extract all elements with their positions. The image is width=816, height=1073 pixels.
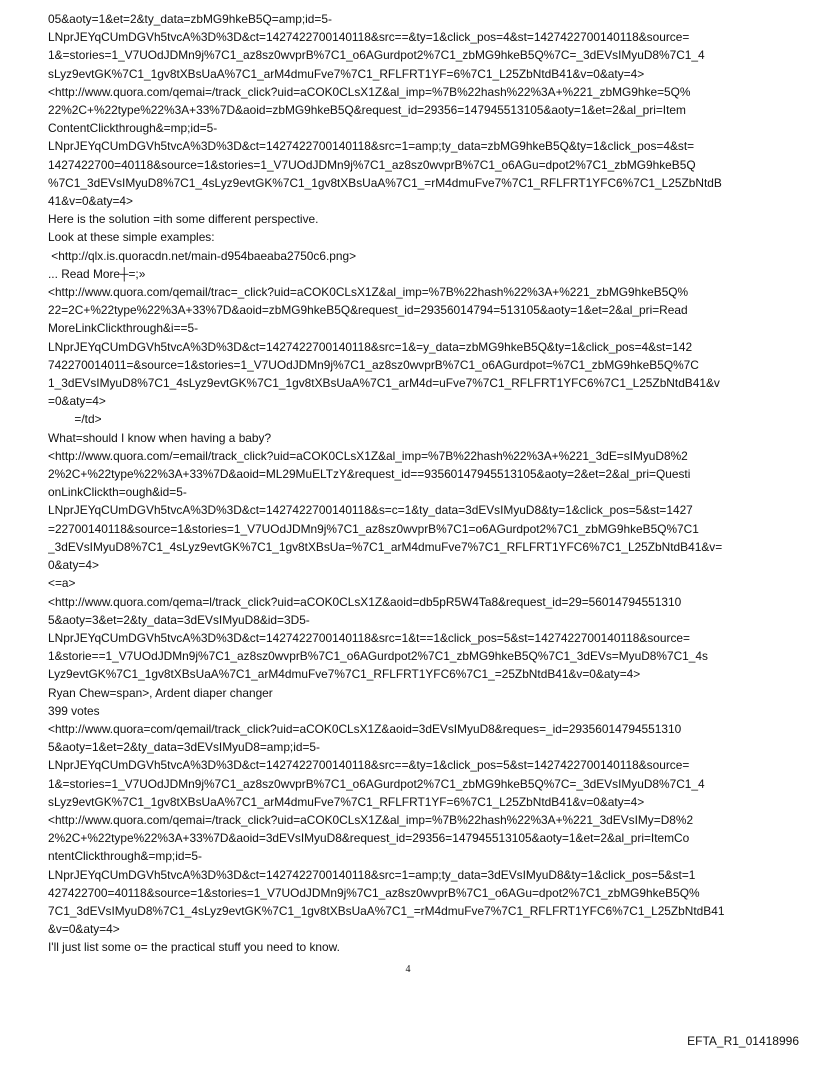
text-line: =/td>	[48, 412, 102, 427]
document-body	[48, 10, 776, 957]
text-line: 1&=stories=1_V7UOdJDMn9j%7C1_az8sz0wvprB%7C1_o6AGurdpot2%7C1_zbMG9hkeB5Q%7C=_3dEVsIMyuD8%7C1_4	[48, 776, 705, 791]
text-line: 742270014011=&source=1&stories=1_V7UOdJDMn9j%7C1_az8sz0wvprB%7C1_o6AGurdpot=%7C1_zbMG9hkeB5Q%7C	[48, 357, 699, 372]
text-line: 1427422700=40118&source=1&stories=1_V7UOdJDMn9j%7C1_az8sz0wvprB%7C1_o6AGu=dpot2%7C1_zbMG9hkeB5Q	[48, 157, 696, 172]
text-line: LNprJEYqCUmDGVh5tvcA%3D%3D&ct=1427422700140118&src==&ty=1&click_pos=5&st=1427422700140118&source=	[48, 758, 690, 773]
text-line: ContentClickthrough&=mp;id=5-	[48, 121, 218, 136]
text-line: <http://www.quora.com/qemai=/track_click?uid=aCOK0CLsX1Z&al_imp=%7B%22hash%22%3A+%221_3dEVsIMy=D8%2	[48, 812, 694, 827]
text-line: <http://www.quora.com/qemail/trac=_click?uid=aCOK0CLsX1Z&al_imp=%7B%22hash%22%3A+%221_zbMG9hkeB5Q%	[48, 285, 689, 300]
text-line: _3dEVsIMyuD8%7C1_4sLyz9evtGK%7C1_1gv8tXBsUa=%7C1_arM4dmuFve7%7C1_RFLFRT1YFC6%7C1_L25ZbNtdB41&v=	[48, 539, 723, 554]
text-line: %7C1_3dEVsIMyuD8%7C1_4sLyz9evtGK%7C1_1gv8tXBsUaA%7C1_=rM4dmuFve7%7C1_RFLFRT1YFC6%7C1_L25ZbNtdB	[48, 175, 722, 190]
text-line: 1_3dEVsIMyuD8%7C1_4sLyz9evtGK%7C1_1gv8tXBsUaA%7C1_arM4d=uFve7%7C1_RFLFRT1YFC6%7C1_L25ZbNtdB41&v	[48, 376, 720, 391]
text-line: ntentClickthrough&=mp;id=5-	[48, 849, 203, 864]
text-line: Here is the solution =ith some different perspective.	[48, 212, 319, 227]
document-id: EFTA_R1_01418996	[687, 1034, 799, 1048]
text-line: LNprJEYqCUmDGVh5tvcA%3D%3D&ct=1427422700140118&s=c=1&ty_data=3dEVsIMyuD8&ty=1&click_pos=5&st=1427	[48, 503, 693, 518]
text-line: LNprJEYqCUmDGVh5tvcA%3D%3D&ct=1427422700140118&src=1=amp;ty_data=zbMG9hkeB5Q&ty=1&click_pos=4&st=	[48, 139, 695, 154]
text-line: 5&aoty=1&et=2&ty_data=3dEVsIMyuD8=amp;id=5-	[48, 740, 321, 755]
text-line: <http://www.quora.com/qema=l/track_click?uid=aCOK0CLsX1Z&aoid=db5pR5W4Ta8&request_id=29=56014794551310	[48, 594, 682, 609]
text-line: LNprJEYqCUmDGVh5tvcA%3D%3D&ct=1427422700140118&src=1&=y_data=zbMG9hkeB5Q&ty=1&click_pos=4&st=142	[48, 339, 693, 354]
text-line: 22%2C+%22type%22%3A+33%7D&aoid=zbMG9hkeB5Q&request_id=29356=147945513105&aoty=1&et=2&al_pri=Item	[48, 103, 686, 118]
text-line: &v=0&aty=4>	[48, 922, 120, 937]
text-line: 2%2C+%22type%22%3A+33%7D&aoid=3dEVsIMyuD8&request_id=29356=147945513105&aoty=1&et=2&al_pri=ItemCo	[48, 831, 690, 846]
text-line: LNprJEYqCUmDGVh5tvcA%3D%3D&ct=1427422700140118&src==&ty=1&click_pos=4&st=1427422700140118&source=	[48, 30, 690, 45]
text-line: 22=2C+%22type%22%3A+33%7D&aoid=zbMG9hkeB5Q&request_id=29356014794=513105&aoty=1&et=2&al_pri=Read	[48, 303, 688, 318]
text-line: Lyz9evtGK%7C1_1gv8tXBsUaA%7C1_arM4dmuFve7%7C1_RFLFRT1YFC6%7C1_=25ZbNtdB41&v=0&aty=4>	[48, 667, 641, 682]
text-line: LNprJEYqCUmDGVh5tvcA%3D%3D&ct=1427422700140118&src=1=amp;ty_data=3dEVsIMyuD8&ty=1&click_pos=5&st=1	[48, 867, 696, 882]
text-line: Look at these simple examples:	[48, 230, 215, 245]
text-line: 2%2C+%22type%22%3A+33%7D&aoid=ML29MuELTzY&request_id==93560147945513105&aoty=2&et=2&al_pri=Questi	[48, 467, 691, 482]
text-line: 399 votes	[48, 703, 100, 718]
text-line: Ryan Chew=span>, Ardent diaper changer	[48, 685, 273, 700]
text-line: 7C1_3dEVsIMyuD8%7C1_4sLyz9evtGK%7C1_1gv8tXBsUaA%7C1_=rM4dmuFve7%7C1_RFLFRT1YFC6%7C1_L25ZbNtdB41	[48, 903, 725, 918]
text-line: <http://qlx.is.quoracdn.net/main-d954baeaba2750c6.png>	[48, 248, 357, 263]
text-line: 1&storie==1_V7UOdJDMn9j%7C1_az8sz0wvprB%7C1_o6AGurdpot2%7C1_zbMG9hkeB5Q%7C1_3dEVs=MyuD8%7C1_4s	[48, 649, 708, 664]
text-line: <http://www.quora=com/qemail/track_click?uid=aCOK0CLsX1Z&aoid=3dEVsIMyuD8&reques=_id=29356014794551310	[48, 721, 682, 736]
text-line: What=should I know when having a baby?	[48, 430, 272, 445]
text-line: <http://www.quora.com/qemai=/track_click?uid=aCOK0CLsX1Z&al_imp=%7B%22hash%22%3A+%221_zbMG9hke=5Q%	[48, 84, 691, 99]
text-line: <=a>	[48, 576, 76, 591]
text-line: =22700140118&source=1&stories=1_V7UOdJDMn9j%7C1_az8sz0wvprB%7C1=o6AGurdpot2%7C1_zbMG9hkeB5Q%7C1	[48, 521, 699, 536]
text-line: I'll just list some o= the practical stuff you need to know.	[48, 940, 340, 955]
text-line: ... Read More┼=;»	[48, 266, 146, 281]
text-line: 41&v=0&aty=4>	[48, 194, 133, 209]
text-line: =0&aty=4>	[48, 394, 106, 409]
text-line: 5&aoty=3&et=2&ty_data=3dEVsIMyuD8&id=3D5-	[48, 612, 310, 627]
text-line: 1&=stories=1_V7UOdJDMn9j%7C1_az8sz0wvprB%7C1_o6AGurdpot2%7C1_zbMG9hkeB5Q%7C=_3dEVsIMyuD8%7C1_4	[48, 48, 705, 63]
text-line: MoreLinkClickthrough&i==5-	[48, 321, 199, 336]
text-line: sLyz9evtGK%7C1_1gv8tXBsUaA%7C1_arM4dmuFve7%7C1_RFLFRT1YF=6%7C1_L25ZbNtdB41&v=0&aty=4>	[48, 794, 645, 809]
text-line: 0&aty=4>	[48, 558, 99, 573]
text-line: 427422700=40118&source=1&stories=1_V7UOdJDMn9j%7C1_az8sz0wvprB%7C1_o6AGu=dpot2%7C1_zbMG9hkeB5Q%	[48, 885, 700, 900]
text-line: 05&aoty=1&et=2&ty_data=zbMG9hkeB5Q=amp;id=5-	[48, 12, 332, 26]
page-number: 4	[405, 964, 411, 975]
text-line: <http://www.quora.com/=email/track_click?uid=aCOK0CLsX1Z&al_imp=%7B%22hash%22%3A+%221_3dE=sIMyuD8%2	[48, 448, 688, 463]
text-line: LNprJEYqCUmDGVh5tvcA%3D%3D&ct=1427422700140118&src=1&t==1&click_pos=5&st=1427422700140118&source=	[48, 630, 690, 645]
text-line: sLyz9evtGK%7C1_1gv8tXBsUaA%7C1_arM4dmuFve7%7C1_RFLFRT1YF=6%7C1_L25ZbNtdB41&v=0&aty=4>	[48, 66, 645, 81]
text-line: onLinkClickth=ough&id=5-	[48, 485, 187, 500]
